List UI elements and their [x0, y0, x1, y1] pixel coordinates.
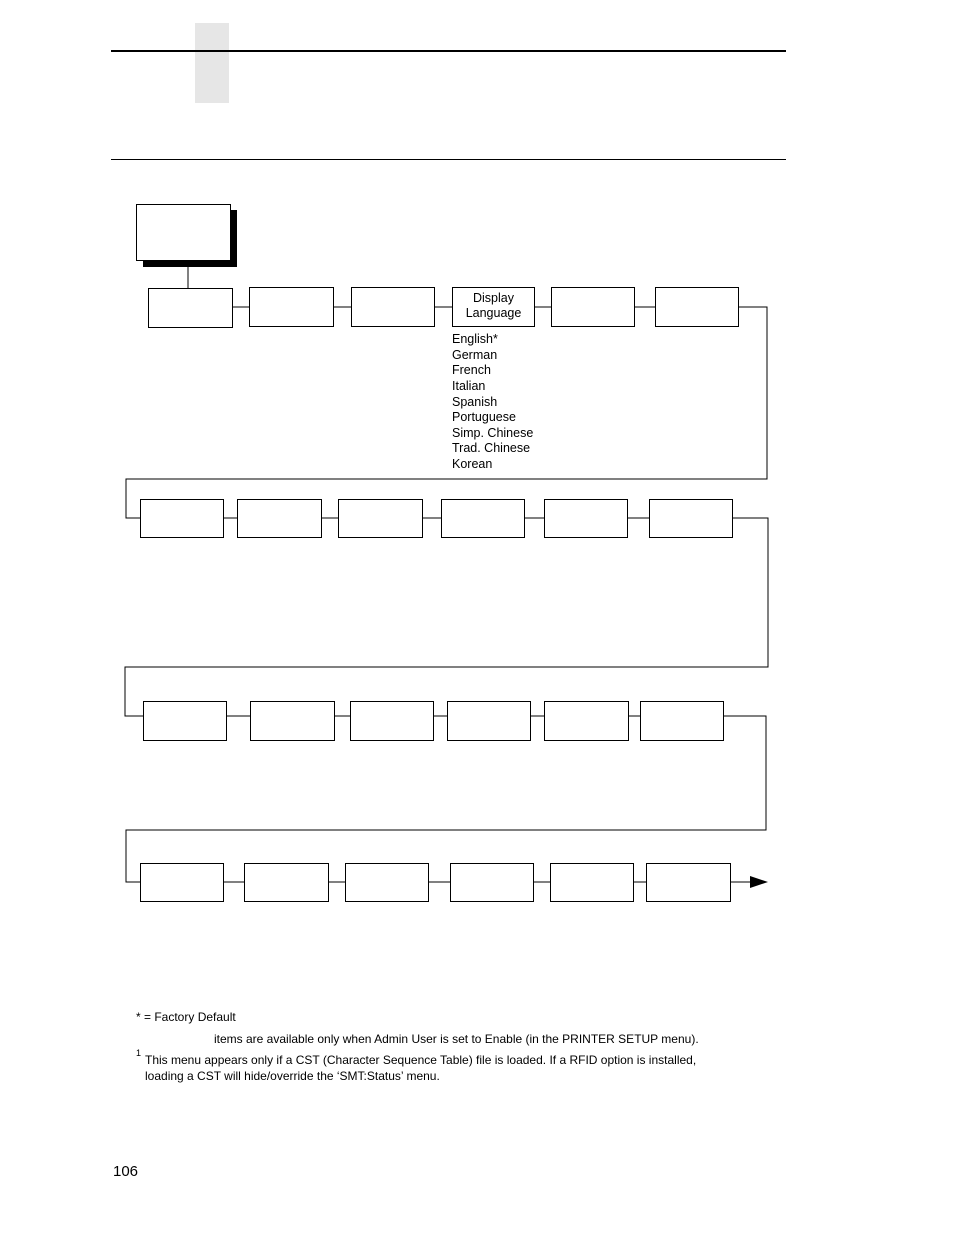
menu-box[interactable]: [640, 701, 724, 741]
menu-box[interactable]: [148, 288, 233, 328]
menu-box[interactable]: [447, 701, 531, 741]
menu-box[interactable]: [551, 287, 635, 327]
menu-box[interactable]: [450, 863, 534, 902]
menu-box[interactable]: [646, 863, 731, 902]
menu-box[interactable]: [441, 499, 525, 538]
language-option: English*: [452, 332, 498, 346]
factory-default-note: * = Factory Default: [136, 1010, 236, 1024]
language-option: Spanish: [452, 395, 498, 409]
display-language-label-2: Language: [465, 306, 522, 320]
language-option: Portuguese: [452, 410, 516, 424]
menu-box[interactable]: [140, 499, 224, 538]
continue-arrow-icon: [750, 876, 768, 888]
admin-user-note: items are available only when Admin User is set to Enable (in the PRINTER SETUP menu).: [214, 1032, 699, 1046]
page-number: 106: [113, 1163, 139, 1180]
display-language-label-1: Display: [473, 291, 514, 305]
menu-box[interactable]: [655, 287, 739, 327]
menu-box[interactable]: [338, 499, 423, 538]
language-option: Simp. Chinese: [452, 426, 534, 440]
language-option: Trad. Chinese: [452, 441, 531, 455]
menu-box[interactable]: [351, 287, 435, 327]
display-language-box[interactable]: [452, 287, 535, 327]
menu-box[interactable]: [350, 701, 434, 741]
menu-box[interactable]: [345, 863, 429, 902]
footnote-marker: 1: [136, 1048, 142, 1058]
menu-box[interactable]: [143, 701, 227, 741]
language-option: German: [452, 348, 498, 362]
menu-box[interactable]: [244, 863, 329, 902]
language-option: Italian: [452, 379, 486, 393]
footnote-line-1: This menu appears only if a CST (Character Sequence Table) file is loaded. If a RFID option is installed,: [145, 1053, 697, 1067]
menu-box[interactable]: [140, 863, 224, 902]
menu-box[interactable]: [649, 499, 733, 538]
root-menu-box[interactable]: [136, 204, 231, 261]
language-option: French: [452, 363, 491, 377]
menu-box[interactable]: [237, 499, 322, 538]
menu-box[interactable]: [250, 701, 335, 741]
menu-box[interactable]: [550, 863, 634, 902]
footnote-line-2: loading a CST will hide/override the ‘SMT:Status’ menu.: [145, 1069, 440, 1083]
menu-box[interactable]: [249, 287, 334, 327]
language-option: Korean: [452, 457, 493, 471]
menu-box[interactable]: [544, 701, 629, 741]
menu-box[interactable]: [544, 499, 628, 538]
